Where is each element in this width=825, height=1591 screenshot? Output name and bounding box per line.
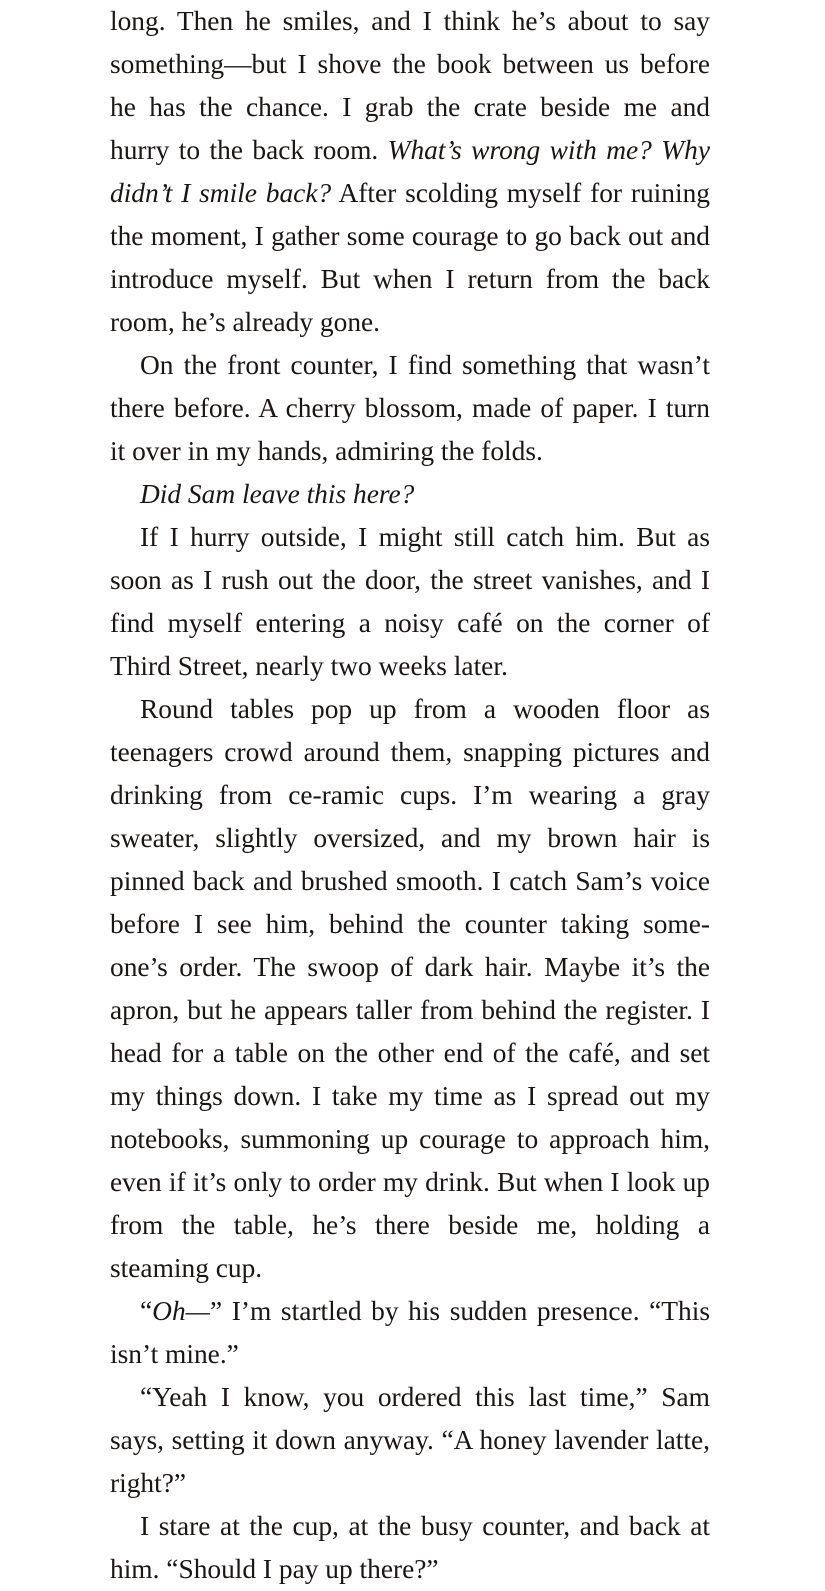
- text-run-roman: If I hurry outside, I might still catch him. But as soon as I rush out the door, the street vanishes, and I find myself entering a noisy café on the corner of Third Street, nearly two weeks later.: [110, 522, 710, 681]
- paragraph-did-sam-leave: [110, 473, 710, 516]
- text-run-roman: I stare at the cup, at the busy counter, and back at him. “Should I pay up there?”: [110, 1511, 710, 1584]
- paragraph-continued: [110, 0, 710, 344]
- paragraph-front-counter: [110, 344, 710, 473]
- paragraph-hurry-outside: [110, 516, 710, 688]
- text-run-roman: “Yeah I know, you ordered this last time,” Sam says, setting it down anyway. “A honey lavender latte, right?”: [110, 1382, 710, 1498]
- paragraph-dialogue-yeah-i-know: [110, 1376, 710, 1505]
- paragraph-round-tables: [110, 688, 710, 1290]
- text-run-roman: “: [140, 1296, 153, 1326]
- text-run-italic: Oh—: [152, 1296, 211, 1326]
- text-run-roman: long. Then he smiles, and I think he’s about to say something—but I shove the book between us before he has the chance. I grab the crate beside me and hurry to the back room.: [110, 6, 710, 165]
- text-run-italic: Did Sam leave this here?: [140, 479, 415, 509]
- text-run-italic: What’s wrong with me? Why didn’t I smile back?: [110, 135, 710, 208]
- paragraph-dialogue-oh: [110, 1290, 710, 1376]
- text-run-roman: On the front counter, I find something that wasn’t there before. A cherry blossom, made of paper. I turn it over in my hands, admiring the folds.: [110, 350, 710, 466]
- paragraph-dialogue-should-i-pay: [110, 1505, 710, 1591]
- text-run-roman: ” I’m startled by his sudden presence. “This isn’t mine.”: [110, 1296, 710, 1369]
- text-run-roman: After scolding myself for ruining the moment, I gather some courage to go back out and introduce myself. But when I return from the back room, he’s already gone.: [110, 178, 710, 337]
- text-run-roman: Round tables pop up from a wooden floor as teenagers crowd around them, snapping pictures and drinking from ce-ramic cups. I’m wearing a gray sweater, slightly oversized, and my brown hair is pinned back and brushed smooth. I catch Sam’s voice before I see him, behind the counter taking some-one’s order. The swoop of dark hair. Maybe it’s the apron, but he appears taller from behind the register. I head for a table on the other end of the café, and set my things down. I take my time as I spread out my notebooks, summoning up courage to approach him, even if it’s only to order my drink. But when I look up from the table, he’s there beside me, holding a steaming cup.: [110, 694, 710, 1283]
- page-text-block: [110, 0, 710, 1591]
